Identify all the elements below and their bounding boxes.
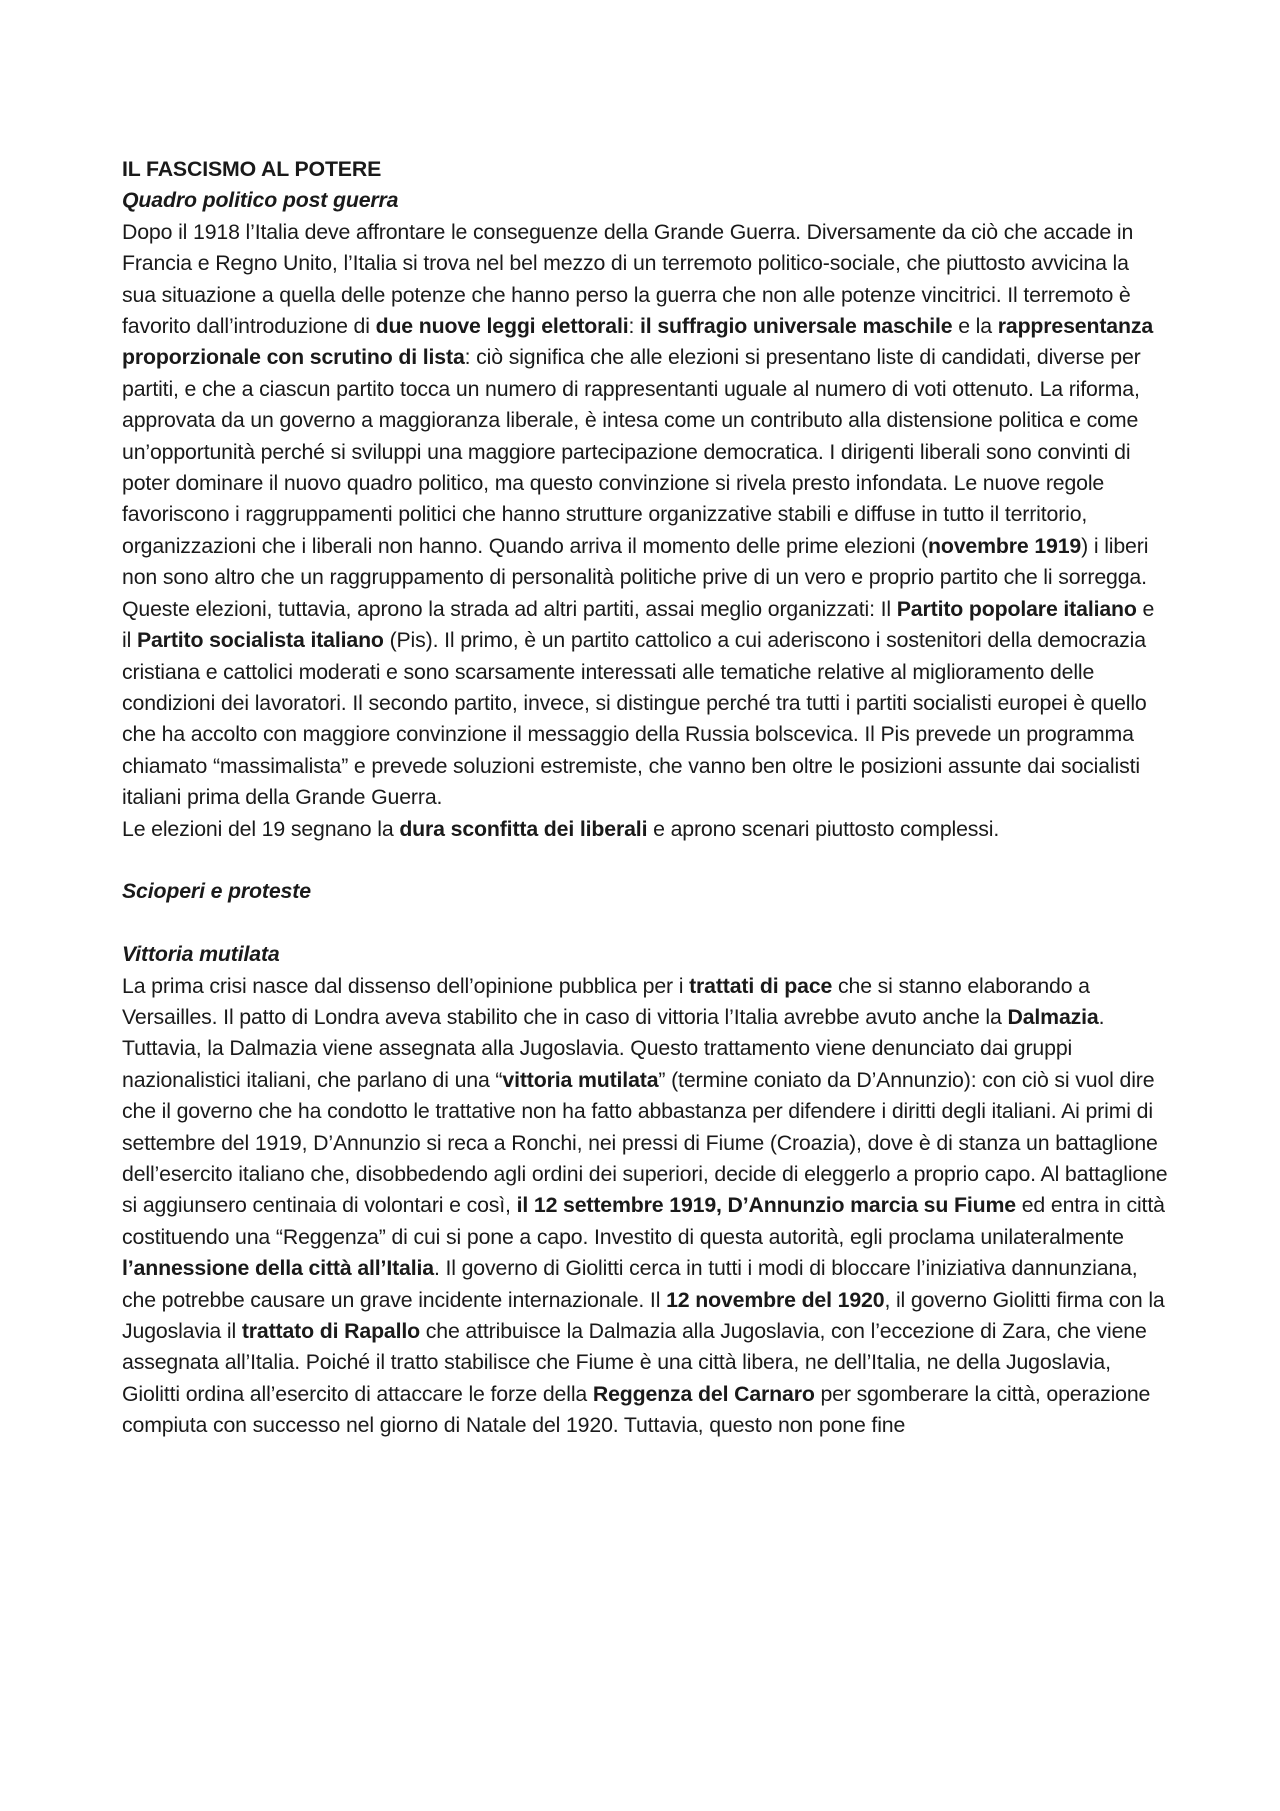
text-run: , il governo Giolitti firma con la Jugoslavia il: [122, 1287, 1165, 1343]
text-run: che attribuisce la Dalmazia alla Jugoslavia, con l’eccezione di Zara, che viene assegnata all’Italia. Poiché il tratto stabilisce che Fiume è una città libera, ne dell’Italia, ne della Jugoslavia, Giolitti ordina all’esercito di attaccare le forze della: [122, 1319, 1147, 1406]
bold-text: trattati di pace: [689, 973, 833, 998]
section: [122, 876, 1168, 907]
text-run: (Pis). Il primo, è un partito cattolico a cui aderiscono i sostenitori della democrazia cristiana e cattolici moderati e sono scarsamente interessati alle tematiche relative al miglioramento delle condizioni dei lavoratori. Il secondo partito, invece, si distingue perché tra tutti i partiti socialisti europei è quello che ha accolto con maggiore convinzione il messaggio della Russia bolscevica. Il Pis prevede un programma chiamato “massimalista” e prevede soluzioni estremiste, che vanno ben oltre le posizioni assunte dai socialisti italiani prima della Grande Guerra.: [122, 628, 1147, 810]
section: [122, 185, 1168, 845]
text-run: ” (termine coniato da D’Annunzio): con ciò si vuol dire che il governo che ha condotto le trattative non ha fatto abbastanza per difendere i diritti degli italiani. Ai primi di settembre del 1919, D’Annunzio si reca a Ronchi, nei pressi di Fiume (Croazia), dove è di stanza un battaglione dell’esercito italiano che, disobbedendo agli ordini dei superiori, decide di eleggerlo a proprio capo. Al battaglione si aggiunsero centinaia di volontari e così,: [122, 1067, 1168, 1218]
sections-container: [122, 185, 1168, 1441]
paragraph: [122, 971, 1168, 1442]
bold-text: l’annessione della città all’Italia: [122, 1256, 434, 1281]
text-run: Le elezioni del 19 segnano la: [122, 816, 400, 841]
bold-text: 12 novembre del 1920: [666, 1287, 885, 1312]
text-run: che si stanno elaborando a Versailles. Il patto di Londra aveva stabilito che in caso di vittoria l’Italia avrebbe avuto anche la: [122, 973, 1090, 1029]
section-heading: Vittoria mutilata: [122, 942, 280, 967]
bold-text: Partito popolare italiano: [896, 596, 1137, 621]
text-run: ed entra in città costituendo una “Reggenza” di cui si pone a capo. Investito di questa autorità, egli proclama unilateralmente: [122, 1193, 1165, 1249]
bold-text: dura sconfitta dei liberali: [399, 816, 648, 841]
paragraph: [122, 814, 1168, 845]
text-run: e la: [952, 314, 998, 339]
bold-text: il 12 settembre 1919, D’Annunzio marcia su Fiume: [516, 1193, 1016, 1218]
section: [122, 939, 1168, 1442]
text-run: e il: [122, 596, 1155, 653]
text-run: . Il governo di Giolitti cerca in tutti i modi di bloccare l’iniziativa dannunziana, che potrebbe causare un grave incidente internazionale. Il: [122, 1256, 1138, 1312]
text-run: per sgomberare la città, operazione compiuta con successo nel giorno di Natale del 1920. Tuttavia, questo non pone fine: [122, 1381, 1151, 1438]
bold-text: Reggenza del Carnaro: [592, 1381, 815, 1406]
page-title: IL FASCISMO AL POTERE: [122, 157, 382, 181]
section-heading: Scioperi e proteste: [122, 879, 311, 904]
text-run: Dopo il 1918 l’Italia deve affrontare le conseguenze della Grande Guerra. Diversamente da ciò che accade in Francia e Regno Unito, l’Italia si trova nel bel mezzo di un terremoto politico-sociale, che piuttosto avvicina la sua situazione a quella delle potenze che hanno perso la guerra che non alle potenze vincitrici. Il terremoto è favorito dall’introduzione di: [122, 219, 1134, 339]
text-run: La prima crisi nasce dal dissenso dell’opinione pubblica per i: [122, 973, 690, 998]
bold-text: Partito socialista italiano: [136, 628, 384, 653]
bold-text: novembre 1919: [928, 533, 1082, 558]
blank-line: [122, 845, 1168, 876]
paragraph: [122, 217, 1168, 814]
bold-text: vittoria mutilata: [502, 1067, 659, 1092]
text-run: : ciò significa che alle elezioni si presentano liste di candidati, diverse per partiti, e che a ciascun partito tocca un numero di rappresentanti uguale al numero di voti ottenuto. La riforma, approvata da un governo a maggioranza liberale, è intesa come un contributo alla distensione politica e come un’opportunità perché si sviluppi una maggiore partecipazione democratica. I dirigenti liberali sono convinti di poter dominare il nuovo quadro politico, ma questo convinzione si rivela presto infondata. Le nuove regole favoriscono i raggruppamenti politici che hanno strutture organizzative stabili e diffuse in tutto il territorio, organizzazioni che i liberali non hanno. Quando arriva il momento delle prime elezioni (: [122, 345, 1141, 558]
bold-text: Dalmazia: [1007, 1004, 1099, 1029]
text-run: e aprono scenari piuttosto complessi.: [647, 816, 1000, 841]
text-run: ) i liberi non sono altro che un raggruppamento di personalità politiche prive di un vero e proprio partito che li sorregga. Queste elezioni, tuttavia, aprono la strada ad altri partiti, assai meglio organizzati: Il: [122, 533, 1149, 621]
bold-text: il suffragio universale maschile: [640, 314, 953, 339]
blank-line: [122, 908, 1168, 939]
text-run: :: [628, 314, 641, 339]
text-run: . Tuttavia, la Dalmazia viene assegnata alla Jugoslavia. Questo trattamento viene denunciato dai gruppi nazionalistici italiani, che parlano di una “: [122, 1004, 1105, 1092]
bold-text: trattato di Rapallo: [241, 1319, 421, 1343]
section-heading: Quadro politico post guerra: [122, 188, 399, 213]
document-body: [122, 154, 1168, 1442]
bold-text: rappresentanza proporzionale con scrutino di lista: [122, 314, 1154, 370]
bold-text: due nuove leggi elettorali: [375, 314, 629, 339]
